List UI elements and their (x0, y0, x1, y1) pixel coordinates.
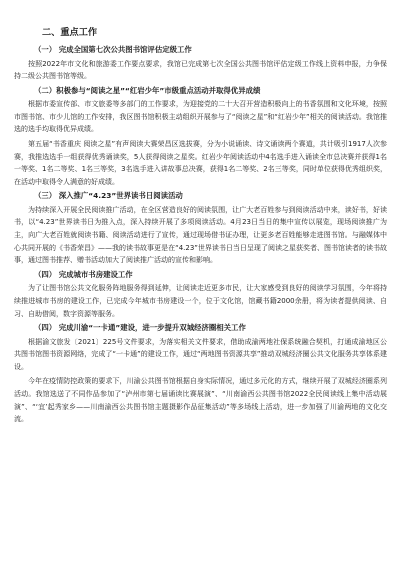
subsection-title-2: （二）积极参与“阅读之星”“红岩少年”市级重点活动并取得优异成绩 (34, 85, 261, 95)
paragraph: 为持续深入开展全民阅读推广活动，在全区营造良好的阅读氛围，让广大老百姓参与到阅读活动中来，读好书，好读书，以“4.23”世界读书日为推入点，深入持续开展了多项阅读活动。4月23日当日的集中宣传以展览，现场阅读推广为主，向广大老百姓就阅读书籍、阅读活动进行了宣传，通过现场借书证办理，让更多老百姓能够走进图书馆。与融媒体中心共同开展的《书香荣昌》——我的读书故事更是在“4.23”世界读书日当日呈现了阅读之星获奖者、图书馆读者的读书故事，通过图书推荐、赠书活动加大了阅读推广活动的宣传和影响。 (14, 205, 387, 265)
paragraph: 根据市委宣传部、市文旅委等多部门的工作要求，为迎接党的二十大召开营造积极向上的书香氛围和文化环境，按照市图书馆、市少儿馆的工作安排，我区图书馆积极主动组织开展参与了“阅读之星”和“红岩少年”相关的阅读活动。我馆推选的选手均取得优异成绩。 (14, 100, 387, 134)
paragraph: 为了让图书馆公共文化服务阵地服务得到延伸，让阅读走近更多市民，让大家感受到良好的阅读学习氛围，今年将持续推进城市书房的建设工作，已完成今年城市书房建设一个，位于文化馆，馆藏书籍2000余册，将为读者提供阅读、自习、自助借阅，数字资源等服务。 (14, 284, 387, 318)
paragraph: 第五届“书香重庆 阅读之星”有声阅读大赛荣昌区选拔赛，分为小说诵读、诗文诵读两个赛道，共计吸引1917人次参赛，我推选选手一组获得优秀诵读奖，5人获得阅读之星奖。红岩少年阅读活动中4名选手进入诵读全市总决赛并获得1名一等奖、1名二等奖、1名三等奖，3名选手进入讲故事总决赛，获得1名二等奖、2名三等奖，同时单位获得优秀组织奖，在活动中取得令人满意的好成绩。 (14, 139, 387, 186)
paragraph: 今年在疫情防控政策的要求下，川渝公共图书馆根据自身实际情况，通过多元化的方式，继续开展了双城经济圈系列活动。我馆选送了不同作品参加了“泸州市第七届诵读比赛展演”、“川南渝西公共图书馆2022全民阅读线上集中活动展演”、“‘宜’起秀家乡——川南渝西公共图书馆主题摄影作品征集活动”等多场线上活动，进一步加强了川渝两地的文化交流。 (14, 377, 387, 424)
subsection-title-1: （一） 完成全国第七次公共图书馆评估定级工作 (34, 45, 192, 54)
subsection-title-3: （三） 深入推广“4.23”世界读书日阅读活动 (34, 191, 183, 201)
paragraph: 根据渝文旅发〔2021〕225号文件要求，为落实相关文件要求，借助成渝两地社保系统融合契机，打通成渝地区公共图书馆图书资源网络，完成了“一卡通”的建设工作，通过“两地图书资源共享”推动双城经济圈公共文化服务共享体系建设。 (14, 337, 387, 371)
paragraph: 按照2022年市文化和旅游委工作要点要求，我馆已完成第七次全国公共图书馆评估定级工作线上资料申报，力争保持二级公共图书馆等级。 (14, 59, 387, 81)
section-heading: 二、重点工作 (42, 27, 98, 38)
subsection-title-5: （四） 完成川渝“一卡通”建设，进一步提升双城经济圈相关工作 (34, 323, 246, 333)
subsection-title-4: （四） 完成城市书房建设工作 (34, 269, 133, 279)
